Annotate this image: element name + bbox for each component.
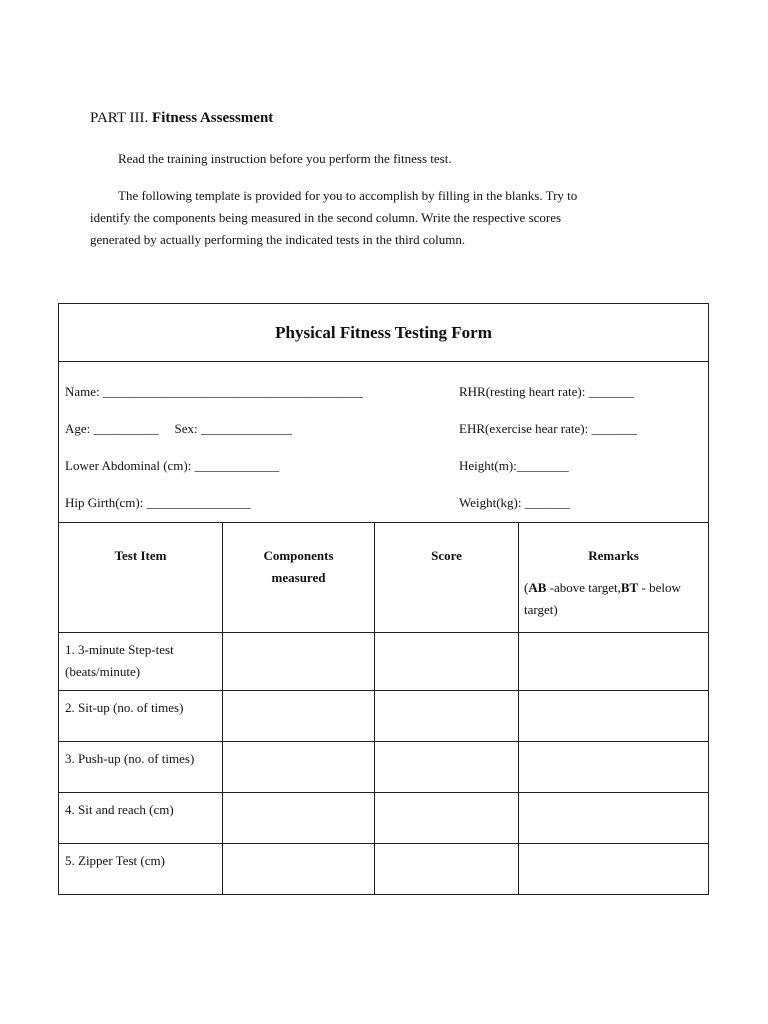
sex-blank[interactable]: ______________ xyxy=(200,421,292,436)
instruction-paragraph-2 xyxy=(90,185,660,251)
fitness-testing-form xyxy=(58,303,709,895)
remarks-input-cell[interactable] xyxy=(519,742,709,793)
test-item-label: 1. 3-minute Step-test xyxy=(65,642,174,657)
weight-field[interactable] xyxy=(459,495,570,511)
lower-abdominal-label: Lower Abdominal (cm): xyxy=(65,458,195,473)
components-input-cell[interactable] xyxy=(223,633,375,691)
instruction-line-1: The following template is provided for you to accomplish by filling in the blanks. Try to xyxy=(118,188,578,203)
table-row xyxy=(59,844,709,895)
instruction-paragraph-1: Read the training instruction before you perform the fitness test. xyxy=(118,151,452,166)
age-sex-fields xyxy=(65,421,292,437)
hip-girth-field[interactable] xyxy=(65,495,251,511)
score-input-cell[interactable] xyxy=(375,742,519,793)
instruction-line-2: identify the components being measured in the second column. Write the respective scores xyxy=(90,210,562,225)
test-item-label: 3. Push-up (no. of times) xyxy=(65,751,195,766)
remarks-input-cell[interactable] xyxy=(519,844,709,895)
hip-girth-blank[interactable]: ________________ xyxy=(146,495,251,510)
rhr-blank[interactable]: _______ xyxy=(588,384,635,399)
ehr-blank[interactable]: _______ xyxy=(591,421,637,436)
ehr-field[interactable] xyxy=(459,421,637,437)
lower-abdominal-field[interactable] xyxy=(65,458,279,474)
table-row xyxy=(59,691,709,742)
header-test-item xyxy=(59,523,223,633)
weight-label: Weight(kg): xyxy=(459,495,525,510)
test-item-cell xyxy=(59,793,223,844)
sex-label: Sex: xyxy=(174,421,201,436)
personal-info-section xyxy=(59,362,709,523)
rhr-field[interactable] xyxy=(459,384,634,400)
components-input-cell[interactable] xyxy=(223,844,375,895)
test-item-cell xyxy=(59,691,223,742)
table-row xyxy=(59,742,709,793)
instruction-line-3: generated by actually performing the indicated tests in the third column. xyxy=(90,232,466,247)
score-input-cell[interactable] xyxy=(375,633,519,691)
table-row xyxy=(59,793,709,844)
test-item-label: 5. Zipper Test (cm) xyxy=(65,853,165,868)
test-item-unit: (beats/minute) xyxy=(65,664,141,679)
test-item-label: 2. Sit-up (no. of times) xyxy=(65,700,184,715)
hip-girth-label: Hip Girth(cm): xyxy=(65,495,147,510)
score-input-cell[interactable] xyxy=(375,691,519,742)
remarks-header: Remarks xyxy=(588,548,639,563)
weight-blank[interactable]: _______ xyxy=(524,495,571,510)
part-title-text: Fitness Assessment xyxy=(152,110,274,126)
components-input-cell[interactable] xyxy=(223,742,375,793)
height-blank[interactable]: ________ xyxy=(516,458,569,473)
rhr-label: RHR(resting heart rate): xyxy=(459,384,589,399)
table-header-row xyxy=(59,523,709,633)
test-item-header: Test Item xyxy=(114,548,167,563)
score-header: Score xyxy=(431,548,462,563)
components-input-cell[interactable] xyxy=(223,691,375,742)
header-score xyxy=(375,523,519,633)
test-item-label: 4. Sit and reach (cm) xyxy=(65,802,174,817)
part-title xyxy=(90,110,273,127)
name-field[interactable] xyxy=(65,384,363,400)
remarks-input-cell[interactable] xyxy=(519,633,709,691)
form-info-row xyxy=(59,362,709,523)
components-header xyxy=(223,523,374,589)
part-number: PART III. xyxy=(90,110,149,126)
name-blank[interactable]: ________________________________________ xyxy=(102,384,363,399)
components-header-line2: measured xyxy=(271,570,326,585)
components-header-line1: Components xyxy=(263,548,334,563)
ehr-label: EHR(exercise hear rate): xyxy=(459,421,592,436)
bt-abbrev: BT xyxy=(620,580,639,595)
height-label: Height(m): xyxy=(459,458,517,473)
form-title-row xyxy=(59,304,709,362)
test-item-cell xyxy=(59,844,223,895)
remarks-input-cell[interactable] xyxy=(519,691,709,742)
remarks-input-cell[interactable] xyxy=(519,793,709,844)
test-item-cell xyxy=(59,742,223,793)
lower-abdominal-blank[interactable]: _____________ xyxy=(194,458,280,473)
score-input-cell[interactable] xyxy=(375,793,519,844)
height-field[interactable] xyxy=(459,458,569,474)
form-title: Physical Fitness Testing Form xyxy=(275,323,492,342)
age-label: Age: xyxy=(65,421,94,436)
age-blank[interactable]: __________ xyxy=(93,421,159,436)
table-row xyxy=(59,633,709,691)
ab-abbrev: AB xyxy=(528,580,547,595)
score-input-cell[interactable] xyxy=(375,844,519,895)
remarks-legend: (AB -above target,BT - below target) xyxy=(524,580,681,617)
header-remarks xyxy=(519,523,709,633)
test-item-cell xyxy=(59,633,223,691)
header-components xyxy=(223,523,375,633)
form-title-cell xyxy=(59,304,709,362)
name-label: Name: xyxy=(65,384,103,399)
components-input-cell[interactable] xyxy=(223,793,375,844)
